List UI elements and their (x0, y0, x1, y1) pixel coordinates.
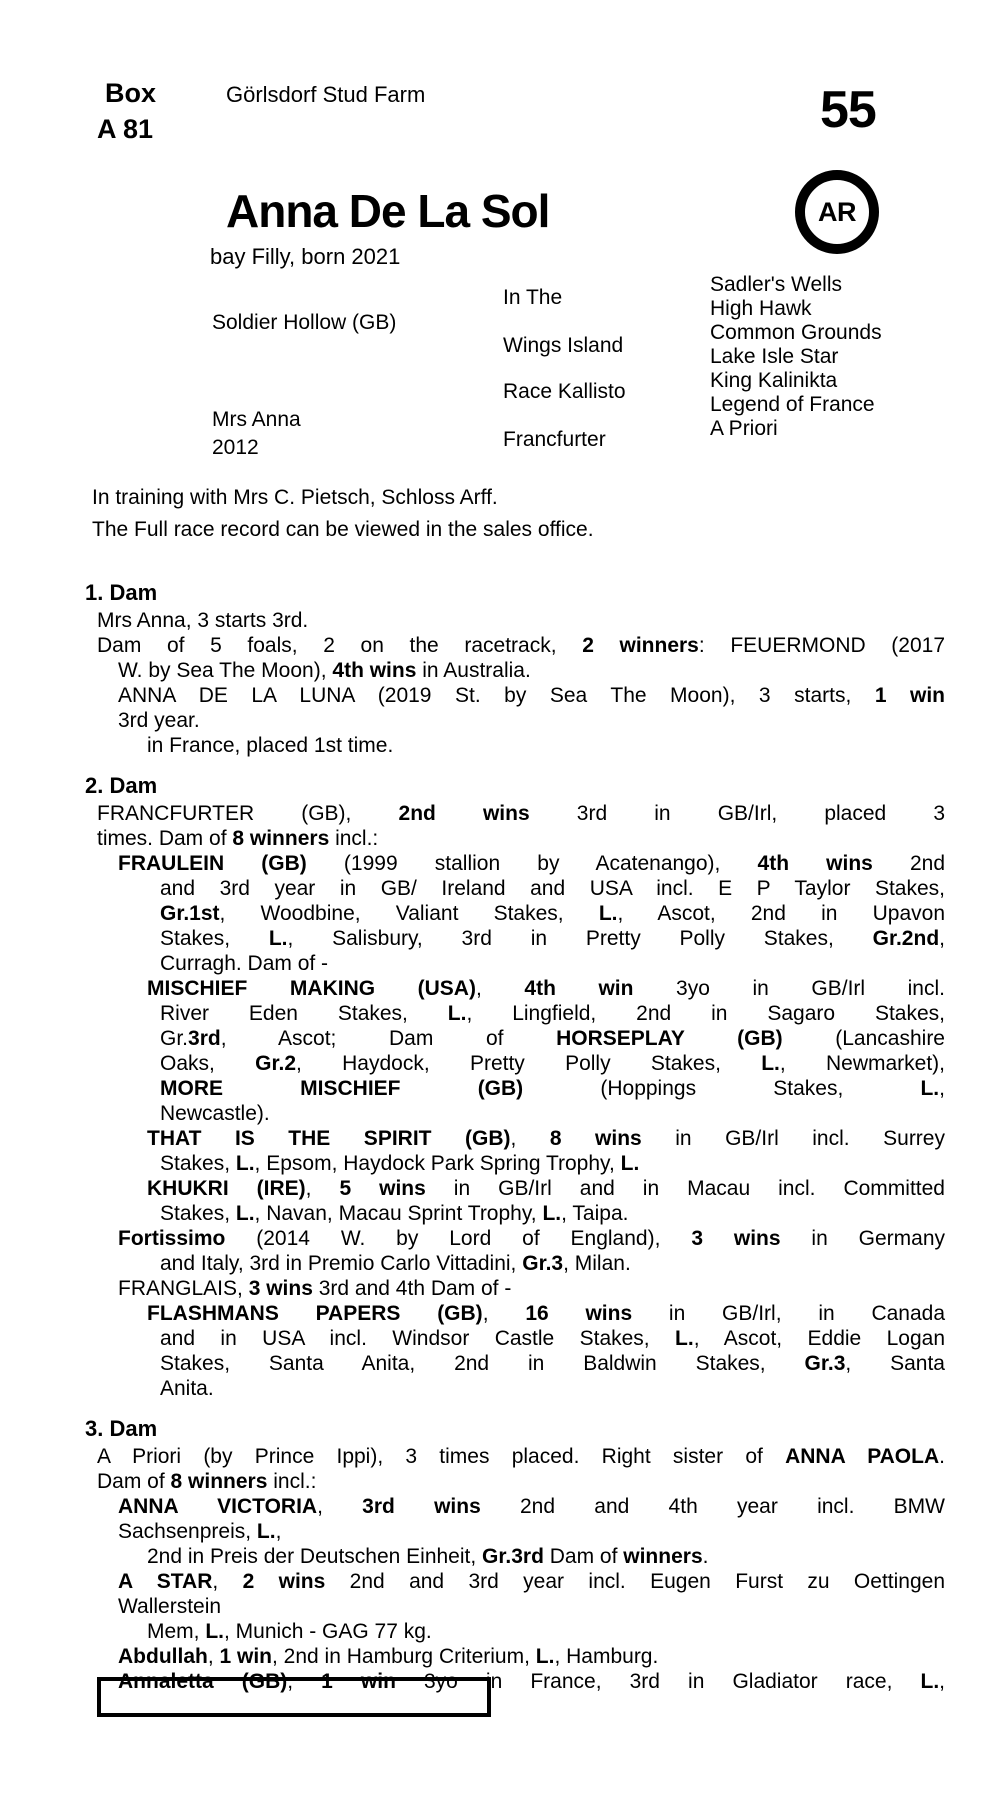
section-heading: 1. Dam (85, 580, 158, 605)
text-line: River Eden Stakes, L., Lingfield, 2nd in Sagaro Stakes, (160, 1002, 946, 1025)
text-line: Wallerstein (118, 1595, 222, 1618)
text-line: Stakes, Santa Anita, 2nd in Baldwin Stakes, Gr.3, Santa (160, 1352, 945, 1375)
pedigree-gen3-name: Lake Isle Star (710, 345, 839, 368)
lot-number: 55 (820, 81, 876, 139)
horse-name-title: Anna De La Sol (226, 185, 550, 237)
pedigree-gen2-name: Francfurter (503, 428, 606, 451)
text-line: Stakes, L., Salisbury, 3rd in Pretty Polly Stakes, Gr.2nd, (160, 927, 945, 950)
text-line: ANNA DE LA LUNA (2019 St. by Sea The Moon), 3 starts, 1 win (118, 684, 945, 707)
text-line: Fortissimo (2014 W. by Lord of England), 3 wins in Germany (118, 1227, 945, 1250)
text-line: Gr.1st, Woodbine, Valiant Stakes, L., Ascot, 2nd in Upavon (160, 902, 946, 925)
pedigree-gen2-name: Wings Island (503, 334, 624, 357)
text-line: Dam of 5 foals, 2 on the racetrack, 2 winners: FEUERMOND (2017 (97, 634, 945, 657)
text-line: Curragh. Dam of - (160, 952, 329, 975)
text-line: FRAULEIN (GB) (1999 stallion by Acatenango), 4th wins 2nd (118, 852, 946, 875)
box-label: Box (105, 78, 157, 108)
pedigree-gen2-name: In The (503, 286, 563, 309)
text-line: Stakes, L., Epsom, Haydock Park Spring Trophy, L. (160, 1152, 640, 1175)
text-line: W. by Sea The Moon), 4th wins in Australia. (118, 659, 531, 682)
text-line: Mem, L., Munich - GAG 77 kg. (147, 1620, 432, 1643)
text-line: and 3rd year in GB/ Ireland and USA incl. E P Taylor Stakes, (160, 877, 945, 900)
text-line: MISCHIEF MAKING (USA), 4th win 3yo in GB/Irl incl. (147, 977, 945, 1000)
text-line: Oaks, Gr.2, Haydock, Pretty Polly Stakes, L., Newmarket), (160, 1052, 946, 1075)
text-line: Annaletta (GB), 1 win 3yo in France, 3rd in Gladiator race, L., (118, 1670, 946, 1693)
section-heading: 2. Dam (85, 773, 158, 798)
text-line: ANNA VICTORIA, 3rd wins 2nd and 4th year incl. BMW (118, 1495, 945, 1518)
text-line: in France, placed 1st time. (147, 734, 394, 757)
horse-description: bay Filly, born 2021 (210, 244, 401, 269)
text-line: Abdullah, 1 win, 2nd in Hamburg Criterium, L., Hamburg. (118, 1645, 659, 1668)
text-line: Newcastle). (160, 1102, 270, 1125)
text-line: FLASHMANS PAPERS (GB), 16 wins in GB/Irl, in Canada (147, 1302, 946, 1325)
text-line: Anita. (160, 1377, 214, 1400)
text-line: 2nd in Preis der Deutschen Einheit, Gr.3rd Dam of winners. (147, 1545, 709, 1568)
race-record-note: The Full race record can be viewed in the sales office. (92, 518, 594, 541)
pedigree-gen2-name: Race Kallisto (503, 380, 626, 403)
text-line: and in USA incl. Windsor Castle Stakes, L., Ascot, Eddie Logan (160, 1327, 945, 1350)
text-line: FRANCFURTER (GB), 2nd wins 3rd in GB/Irl, placed 3 (97, 802, 945, 825)
pedigree-gen3-column (710, 273, 882, 441)
dam-name: Mrs Anna (212, 408, 301, 431)
pedigree-gen3-name: Sadler's Wells (710, 273, 842, 296)
consignor-name: Görlsdorf Stud Farm (226, 82, 426, 107)
pedigree-gen3-name: High Hawk (710, 297, 812, 320)
box-number: A 81 (97, 114, 154, 144)
ar-circle-badge (795, 170, 879, 254)
pedigree-gen3-name: A Priori (710, 417, 778, 440)
blank-note-box (97, 1677, 491, 1717)
text-line: A STAR, 2 wins 2nd and 3rd year incl. Eugen Furst zu Oettingen (118, 1570, 946, 1593)
pedigree-text (85, 565, 945, 1694)
text-line: MORE MISCHIEF (GB) (Hoppings Stakes, L., (160, 1077, 945, 1100)
text-line: A Priori (by Prince Ippi), 3 times placed. Right sister of ANNA PAOLA. (97, 1445, 945, 1468)
text-line: and Italy, 3rd in Premio Carlo Vittadini, Gr.3, Milan. (160, 1252, 631, 1275)
text-line: 3rd year. (118, 709, 200, 732)
text-line: times. Dam of 8 winners incl.: (97, 827, 379, 850)
ar-badge-text: AR (818, 196, 856, 227)
section-heading: 3. Dam (85, 1416, 158, 1441)
text-line: Gr.3rd, Ascot; Dam of HORSEPLAY (GB) (Lancashire (160, 1027, 945, 1050)
training-note: In training with Mrs C. Pietsch, Schloss Arff. (92, 486, 498, 509)
text-line: KHUKRI (IRE), 5 wins in GB/Irl and in Macau incl. Committed (147, 1177, 945, 1200)
sire-name: Soldier Hollow (GB) (212, 311, 397, 334)
text-line: Mrs Anna, 3 starts 3rd. (97, 609, 309, 632)
text-line: Dam of 8 winners incl.: (97, 1470, 317, 1493)
text-line: Sachsenpreis, L., (118, 1520, 282, 1543)
text-line: THAT IS THE SPIRIT (GB), 8 wins in GB/Irl incl. Surrey (147, 1127, 945, 1150)
pedigree-gen3-name: Legend of France (710, 393, 875, 416)
pedigree-gen3-name: King Kalinikta (710, 369, 838, 392)
dam-year: 2012 (212, 436, 259, 459)
text-line: FRANGLAIS, 3 wins 3rd and 4th Dam of - (118, 1277, 512, 1300)
text-line: Stakes, L., Navan, Macau Sprint Trophy, L., Taipa. (160, 1202, 629, 1225)
pedigree-gen3-name: Common Grounds (710, 321, 882, 344)
